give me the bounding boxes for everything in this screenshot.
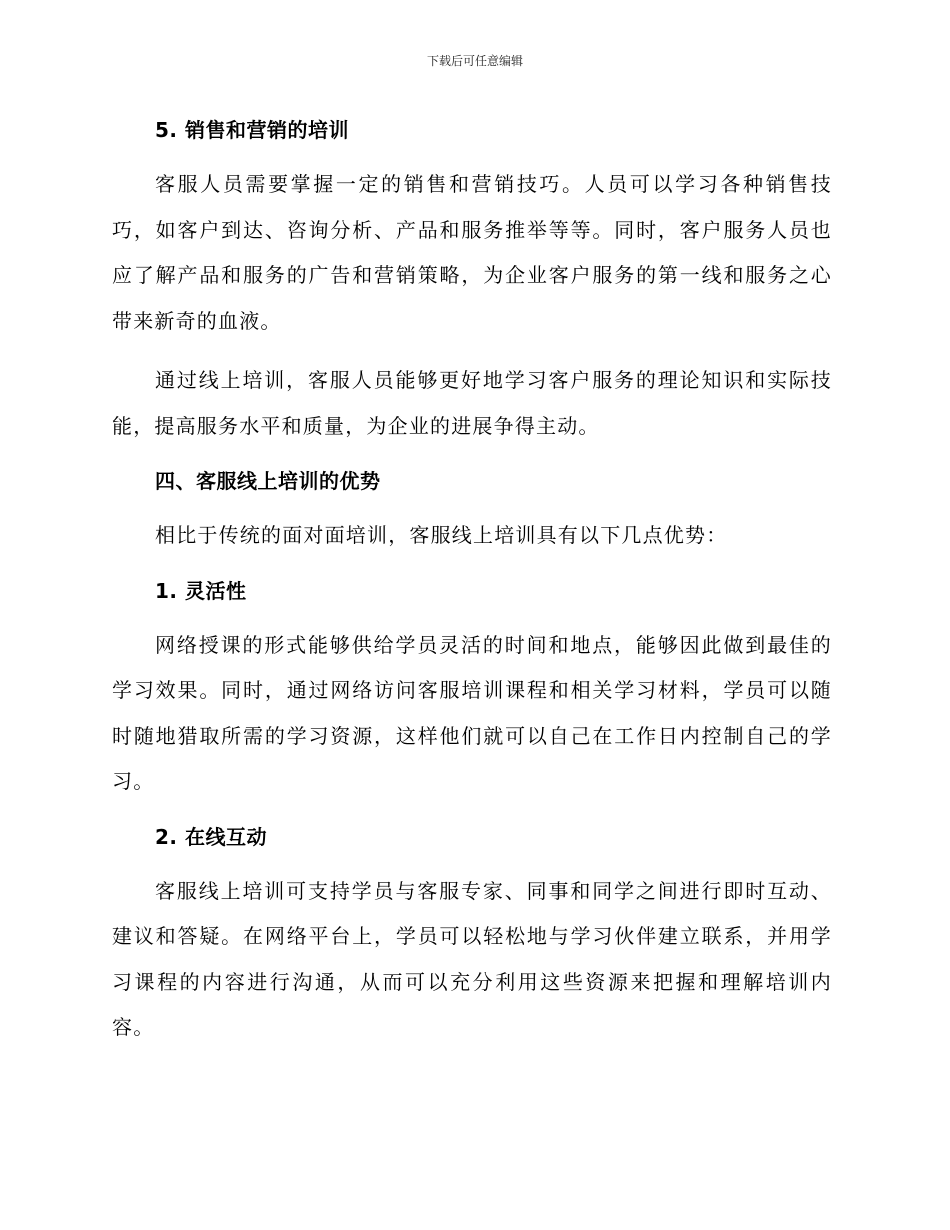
document-body — [112, 110, 832, 1051]
section-5-paragraph: 客服人员需要掌握一定的销售和营销技巧。人员可以学习各种销售技巧，如客户到达、咨询分析、产品和服务推举等等。同时，客户服务人员也应了解产品和服务的广告和营销策略，为企业客户服务的第一线和服务之心带来新奇的血液。 — [112, 172, 832, 333]
point-2-paragraph: 客服线上培训可支持学员与客服专家、同事和同学之间进行即时互动、建议和答疑。在网络平台上，学员可以轻松地与学习伙伴建立联系，并用学习课程的内容进行沟通，从而可以充分利用这些资源来把握和理解培训内容。 — [112, 878, 832, 1039]
page-header-note: 下载后可任意编辑 — [426, 54, 523, 68]
point-1-paragraph: 网络授课的形式能够供给学员灵活的时间和地点，能够因此做到最佳的学习效果。同时，通过网络访问客服培训课程和相关学习材料，学员可以随时随地猎取所需的学习资源，这样他们就可以自己在工作日内控制自己的学习。 — [112, 632, 832, 793]
point-1-title: 1. 灵活性 — [155, 578, 247, 603]
point-2-title: 2. 在线互动 — [155, 824, 267, 849]
part-4-title: 四、客服线上培训的优势 — [155, 469, 381, 493]
part-4-intro: 相比于传统的面对面培训，客服线上培训具有以下几点优势： — [155, 523, 728, 547]
summary-paragraph: 通过线上培训，客服人员能够更好地学习客户服务的理论知识和实际技能，提高服务水平和质量，为企业的进展争得主动。 — [112, 368, 832, 438]
section-5-title: 5. 销售和营销的培训 — [155, 118, 349, 142]
